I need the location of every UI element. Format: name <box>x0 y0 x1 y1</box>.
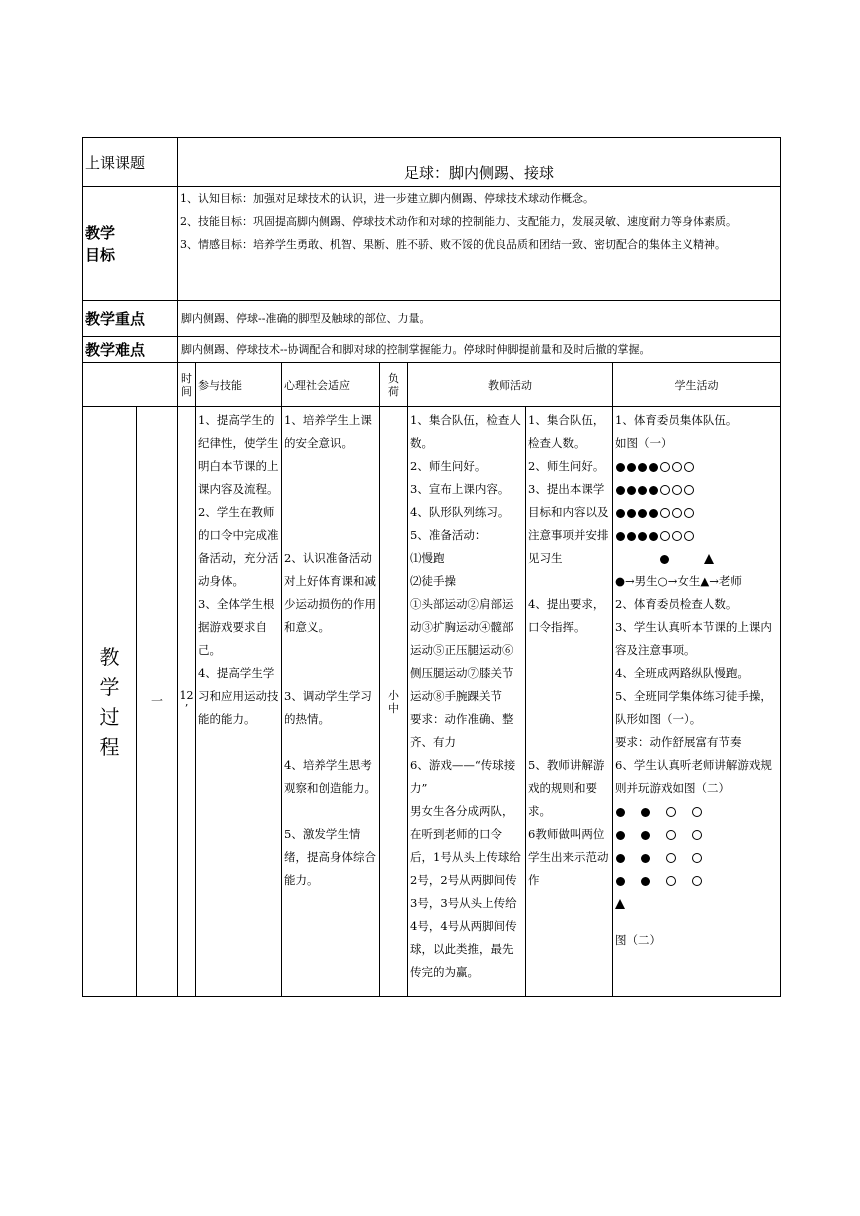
column-header-row <box>83 363 781 407</box>
formation-figure-1 <box>615 455 778 570</box>
formation-2-row <box>615 800 778 823</box>
psych-cell: 1、培养学生上课的安全意识。 2、认识准备活动对上好体育课和减少运动损伤的作用和意义。 3、调动学生学习的热情。 4、培养学生思考观察和创造能力。 5、激发学生情绪，提高身体综合能力。 <box>282 407 380 997</box>
skills-cell: 1、提高学生的纪律性，使学生明白本节课的上课内容及流程。 2、学生在教师的口令中完成准备活动，充分活动身体。 3、全体学生根据游戏要求自己。 4、提高学生学习和应用运动技能的能力。 <box>196 407 282 997</box>
difficulty-label: 教学难点 <box>83 337 178 363</box>
topic-row <box>83 138 781 187</box>
teacher-triangle-icon <box>615 899 625 909</box>
goals-cell <box>178 187 781 301</box>
student-activity-mid: 2、体育委员检查人数。 3、学生认真听本节课的上课内容及注意事项。 4、全班成两路纵队慢跑。 5、全班同学集体练习徒手操，队形如图（一）。 要求：动作舒展富有节奏 6、学生认真听老师讲解游戏规则并玩游戏如图（二） <box>615 597 772 795</box>
key-points-label: 教学重点 <box>83 301 178 337</box>
lesson-plan-table <box>82 137 781 997</box>
col-skills: 参与技能 <box>196 363 282 407</box>
process-part: 一 <box>137 407 178 997</box>
process-time: 12 ’ <box>178 407 196 997</box>
load-cell: 小 中 <box>380 407 408 997</box>
formation-legend: ●→男生○→女生▲→老师 <box>615 574 742 588</box>
col-time: 时 间 <box>178 363 196 407</box>
teacher-activity-a: 1、集合队伍，检查人数。 2、师生问好。 3、宣布上课内容。 4、队形队列练习。 5、准备活动： ⑴慢跑 ⑵徒手操 ①头部运动②肩部运动③扩胸运动④髋部运动⑤正压腿运动⑥侧压腿运动⑦膝关节运动⑧手腕踝关节 要求：动作准确、整齐、有力 6、游戏——“传球接力” 男女生各分成两队，在听到老师的口令后，1号从头上传球给2号，2号从两脚间传3号，3号从头上传给4号，4号从两脚间传球，以此类推，最先传完的为赢。 <box>408 407 526 997</box>
goal-cognitive: 1、认知目标：加强对足球技术的认识，进一步建立脚内侧踢、停球技术球动作概念。 <box>180 192 595 205</box>
formation-2-row <box>615 869 778 892</box>
topic-title: 足球：脚内侧踢、接球 <box>178 138 781 187</box>
formation-1-row <box>615 524 778 547</box>
process-row <box>83 407 781 997</box>
formation-figure-2 <box>615 800 778 915</box>
teacher-position-triangle <box>704 554 714 564</box>
col-teacher: 教师活动 <box>408 363 613 407</box>
key-points-row <box>83 301 781 337</box>
process-label: 教 学 过 程 <box>83 407 137 997</box>
formation-2-teacher <box>615 892 778 915</box>
topic-label: 上课课题 <box>83 138 178 187</box>
difficulty-row <box>83 337 781 363</box>
student-activity-top: 1、体育委员集体队伍。 如图（一） <box>615 413 738 450</box>
col-student: 学生活动 <box>613 363 781 407</box>
formation-2-row <box>615 846 778 869</box>
formation-1-teachers <box>615 547 778 570</box>
goal-affective: 3、情感目标：培养学生勇敢、机智、果断、胜不骄、败不馁的优良品质和团结一致、密切配合的集体主义精神。 <box>180 237 727 251</box>
goal-skill: 2、技能目标：巩固提高脚内侧踢、停球技术动作和对球的控制能力、支配能力，发展灵敏、速度耐力等身体素质。 <box>180 214 738 228</box>
col-load: 负 荷 <box>380 363 408 407</box>
key-points-text: 脚内侧踢、停球--准确的脚型及触球的部位、力量。 <box>178 301 781 337</box>
difficulty-text: 脚内侧踢、停球技术--协调配合和脚对球的控制掌握能力。停球时伸脚提前量和及时后撤的掌握。 <box>178 337 781 363</box>
formation-1-row <box>615 478 778 501</box>
formation-1-row <box>615 501 778 524</box>
formation-1-row <box>615 455 778 478</box>
student-activity-cell <box>613 407 781 997</box>
col-psych: 心理社会适应 <box>282 363 380 407</box>
teacher-activity-b: 1、集合队伍，检查人数。 2、师生问好。 3、提出本课学目标和内容以及注意事项并安排见习生 4、提出要求，口令指挥。 5、教师讲解游戏的规则和要求。 6教师做叫两位学生出来示范动作 <box>526 407 613 997</box>
formation-2-row <box>615 823 778 846</box>
goals-label: 教学 目标 <box>83 187 178 301</box>
teacher-position-dot <box>660 555 669 564</box>
goals-row <box>83 187 781 301</box>
empty-header-cell <box>83 363 178 407</box>
figure-2-caption: 图（二） <box>615 933 662 947</box>
